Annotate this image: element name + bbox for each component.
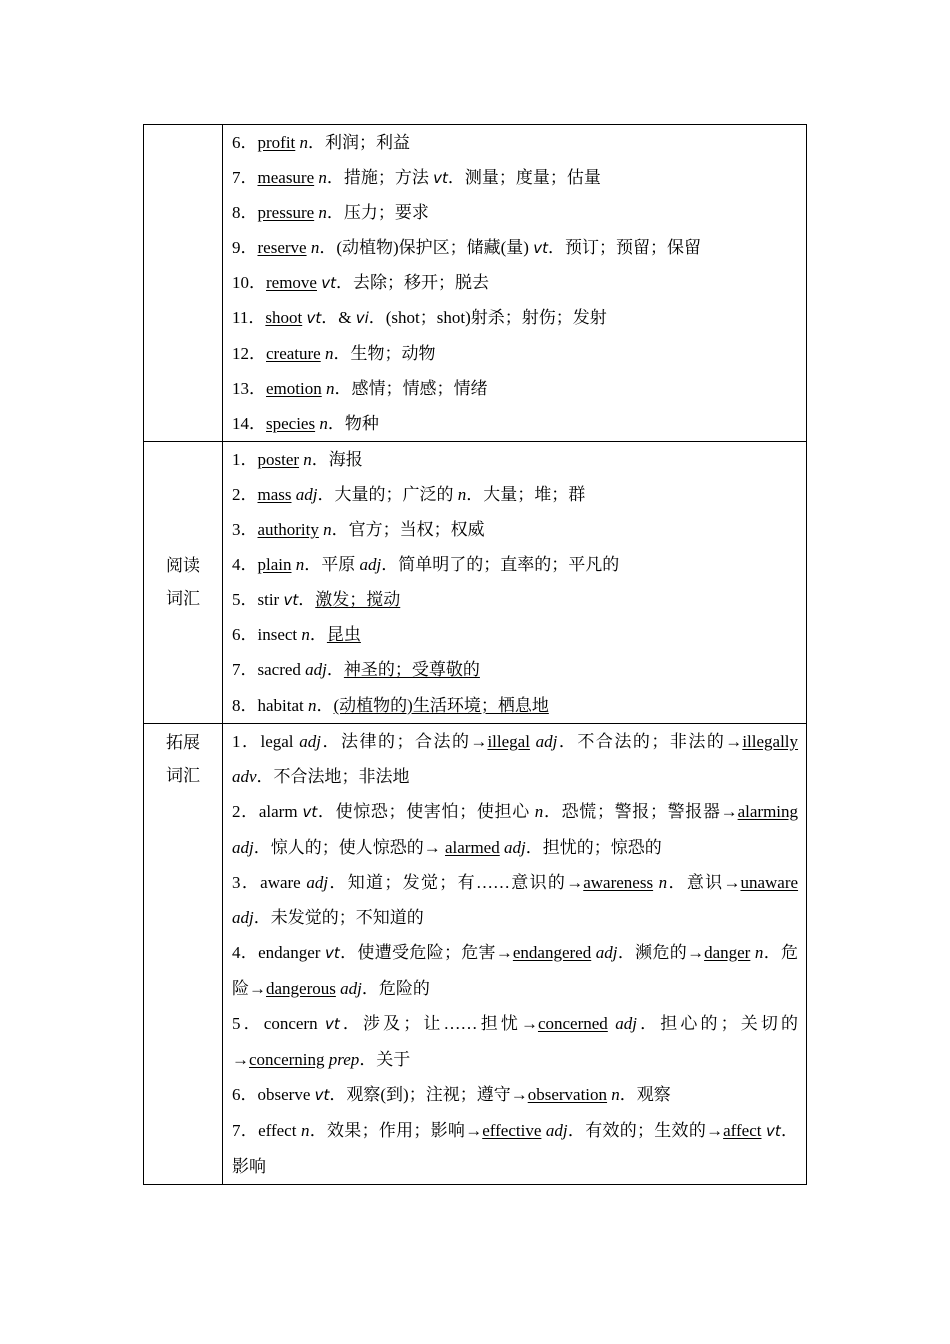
list-item: 2．alarm vt．使惊恐；使害怕；使担心 n．恐慌；警报；警报器→alarming adj．惊人的；使人惊恐的→ alarmed adj．担忧的；惊恐的 <box>232 801 799 857</box>
list-item: 4．plain n．平原 adj．简单明了的；直率的；平凡的 <box>232 555 620 575</box>
table-row <box>144 125 807 442</box>
list-item: 1．legal adj．法律的；合法的→illegal adj．不合法的；非法的→illegally adv．不合法地；非法地 <box>232 731 799 786</box>
list-item: 8．habitat n．(动植物的)生活环境；栖息地 <box>232 695 549 715</box>
list-item: 14．species n．物种 <box>232 413 379 433</box>
list-item: 12．creature n．生物；动物 <box>232 343 436 363</box>
table-row <box>144 723 807 1184</box>
list-item: 10．remove vt．去除；移开；脱去 <box>232 273 489 293</box>
section-label-extended: 拓展 词汇 <box>144 723 223 1184</box>
list-item: 3．aware adj．知道；发觉；有……意识的→awareness n．意识→unaware adj．未发觉的；不知道的 <box>232 872 799 927</box>
core-vocab-list <box>223 125 807 442</box>
list-item: 6．observe vt．观察(到)；注视；遵守→observation n．观察 <box>232 1084 671 1104</box>
section-label-reading: 阅读 词汇 <box>144 441 223 723</box>
list-item: 8．pressure n．压力；要求 <box>232 203 429 223</box>
list-item: 11．shoot vt．& vi．(shot；shot)射杀；射伤；发射 <box>232 308 607 328</box>
vocabulary-table <box>143 124 807 1185</box>
list-item: 13．emotion n．感情；情感；情绪 <box>232 378 488 398</box>
table-row <box>144 441 807 723</box>
list-item: 2．mass adj．大量的；广泛的 n．大量；堆；群 <box>232 484 586 504</box>
section-label-empty <box>144 125 223 442</box>
list-item: 7．measure n．措施；方法 vt．测量；度量；估量 <box>232 168 601 188</box>
list-item: 3．authority n．官方；当权；权威 <box>232 520 485 540</box>
list-item: 5．stir vt．激发；搅动 <box>232 590 401 610</box>
list-item: 7．sacred adj．神圣的；受尊敬的 <box>232 660 480 680</box>
list-item: 7．effect n．效果；作用；影响→effective adj．有效的；生效的→affect vt．影响 <box>232 1120 799 1176</box>
reading-vocab-list <box>223 441 807 723</box>
list-item: 6．profit n．利润；利益 <box>232 133 411 152</box>
list-item: 4．endanger vt．使遭受危险；危害→endangered adj．濒危的→danger n．危险→dangerous adj．危险的 <box>232 942 799 998</box>
list-item: 6．insect n．昆虫 <box>232 625 361 645</box>
list-item: 5．concern vt．涉及；让……担忧→concerned adj．担心的；关切的→concerning prep．关于 <box>232 1013 799 1069</box>
extended-vocab-list <box>223 723 807 1184</box>
list-item: 1．poster n．海报 <box>232 449 363 469</box>
list-item: 9．reserve n．(动植物)保护区；储藏(量) vt．预订；预留；保留 <box>232 238 701 258</box>
